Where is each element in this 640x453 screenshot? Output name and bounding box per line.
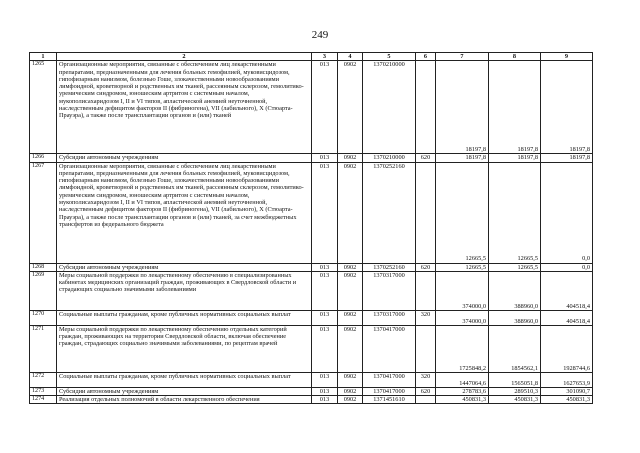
budget-table	[29, 52, 593, 404]
amount-year3-cell: 1627653,9	[541, 372, 593, 387]
admin-code-cell: 013	[312, 310, 338, 325]
amount-year2-cell: 12665,5	[489, 263, 541, 271]
item-name-cell: Социальные выплаты гражданам, кроме публичных нормативных социальных выплат	[57, 372, 312, 387]
section-code-cell: 0902	[338, 263, 363, 271]
section-code-cell: 0902	[338, 61, 363, 154]
admin-code-cell: 013	[312, 61, 338, 154]
target-article-cell: 1371451610	[363, 396, 416, 404]
admin-code-cell: 013	[312, 372, 338, 387]
amount-year3-cell: 18197,8	[541, 61, 593, 154]
item-name-cell: Субсидии автономным учреждениям	[57, 387, 312, 395]
table-row	[30, 162, 593, 263]
header-cell: 7	[436, 53, 489, 61]
section-code-cell: 0902	[338, 271, 363, 310]
row-number-cell: 1268	[30, 263, 57, 271]
target-article-cell: 1370210000	[363, 154, 416, 162]
expense-type-cell	[416, 271, 436, 310]
expense-type-cell: 320	[416, 372, 436, 387]
target-article-cell: 1370417000	[363, 387, 416, 395]
header-cell: 5	[363, 53, 416, 61]
table-header-row	[30, 53, 593, 61]
amount-year2-cell: 1854562,1	[489, 325, 541, 372]
table-row	[30, 387, 593, 395]
amount-year1-cell: 374000,0	[436, 310, 489, 325]
amount-year3-cell: 404518,4	[541, 271, 593, 310]
amount-year2-cell: 289510,3	[489, 387, 541, 395]
expense-type-cell: 620	[416, 154, 436, 162]
section-code-cell: 0902	[338, 154, 363, 162]
section-code-cell: 0902	[338, 162, 363, 263]
row-number-cell: 1265	[30, 61, 57, 154]
target-article-cell: 1370417000	[363, 325, 416, 372]
amount-year2-cell: 388960,0	[489, 271, 541, 310]
amount-year2-cell: 1565051,8	[489, 372, 541, 387]
table-row	[30, 310, 593, 325]
expense-type-cell	[416, 162, 436, 263]
header-cell: 6	[416, 53, 436, 61]
header-cell: 2	[57, 53, 312, 61]
admin-code-cell: 013	[312, 162, 338, 263]
target-article-cell: 1370252160	[363, 162, 416, 263]
table-row	[30, 154, 593, 162]
table-row	[30, 61, 593, 154]
amount-year3-cell: 0,0	[541, 162, 593, 263]
item-name-cell: Субсидии автономным учреждениям	[57, 263, 312, 271]
table-row	[30, 271, 593, 310]
header-cell: 8	[489, 53, 541, 61]
row-number-cell: 1266	[30, 154, 57, 162]
target-article-cell: 1370317000	[363, 310, 416, 325]
header-cell: 4	[338, 53, 363, 61]
amount-year1-cell: 18197,8	[436, 154, 489, 162]
table-row	[30, 372, 593, 387]
admin-code-cell: 013	[312, 325, 338, 372]
row-number-cell: 1267	[30, 162, 57, 263]
amount-year3-cell: 301090,7	[541, 387, 593, 395]
section-code-cell: 0902	[338, 372, 363, 387]
amount-year3-cell: 18197,8	[541, 154, 593, 162]
header-cell: 3	[312, 53, 338, 61]
amount-year3-cell: 1928744,6	[541, 325, 593, 372]
amount-year2-cell: 388960,0	[489, 310, 541, 325]
admin-code-cell: 013	[312, 271, 338, 310]
amount-year2-cell: 18197,8	[489, 61, 541, 154]
amount-year3-cell: 450831,3	[541, 396, 593, 404]
amount-year3-cell: 0,0	[541, 263, 593, 271]
section-code-cell: 0902	[338, 310, 363, 325]
amount-year3-cell: 404518,4	[541, 310, 593, 325]
admin-code-cell: 013	[312, 154, 338, 162]
item-name-cell: Меры социальной поддержки по лекарственному обеспечению в специализированных кабинетах медицинских организаций граждан, проживающих в Свердловской области и страдающих социально значимыми заболеваниями	[57, 271, 312, 310]
amount-year1-cell: 278783,6	[436, 387, 489, 395]
header-cell: 1	[30, 53, 57, 61]
amount-year1-cell: 12665,5	[436, 263, 489, 271]
row-number-cell: 1272	[30, 372, 57, 387]
table-row	[30, 396, 593, 404]
table-row	[30, 263, 593, 271]
section-code-cell: 0902	[338, 325, 363, 372]
section-code-cell: 0902	[338, 387, 363, 395]
row-number-cell: 1271	[30, 325, 57, 372]
section-code-cell: 0902	[338, 396, 363, 404]
item-name-cell: Организационные мероприятия, связанные с обеспечением лиц лекарственными препаратами, предназначенными для лечения больных гемофилией, муковисцидозом, гипофизарным нанизмом, болезнью Гоше, злокачественными новообразованиями лимфоидной, кроветворной и родственных им тканей, рассеянным склерозом, гемолитико-уремическим синдромом, юношеским артритом с системным началом, мукополисахаридозом I, II и VI типов, апластической анемией неуточненной, наследственным дефицитом факторов II (фибриногена), VII (лабильного), X (Стюарта-Прауэра), а также после трансплантации органов и (или) тканей	[57, 61, 312, 154]
admin-code-cell: 013	[312, 396, 338, 404]
amount-year1-cell: 374000,0	[436, 271, 489, 310]
item-name-cell: Реализация отдельных полномочий в области лекарственного обеспечения	[57, 396, 312, 404]
item-name-cell: Организационные мероприятия, связанные с обеспечением лиц лекарственными препаратами, предназначенными для лечения больных гемофилией, муковисцидозом, гипофизарным нанизмом, болезнью Гоше, злокачественными новообразованиями лимфоидной, кроветворной и родственных им тканей, рассеянным склерозом, гемолитико-уремическим синдромом, юношеским артритом с системным началом, мукополисахаридозом I, II и VI типов, апластической анемией неуточненной, наследственным дефицитом факторов II (фибриногена), VII (лабильного), X (Стюарта-Прауэра), а также после трансплантации органов и (или) тканей, за счет межбюджетных трансфертов из федерального бюджета	[57, 162, 312, 263]
item-name-cell: Меры социальной поддержки по лекарственному обеспечению отдельных категорий граждан, проживающих на территории Свердловской области, включая обеспечение граждан, страдающих социально значимыми заболеваниями, по рецептам врачей	[57, 325, 312, 372]
amount-year1-cell: 450831,3	[436, 396, 489, 404]
target-article-cell: 1370417000	[363, 372, 416, 387]
target-article-cell: 1370210000	[363, 61, 416, 154]
expense-type-cell: 620	[416, 263, 436, 271]
admin-code-cell: 013	[312, 387, 338, 395]
header-cell: 9	[541, 53, 593, 61]
row-number-cell: 1270	[30, 310, 57, 325]
page-number: 249	[311, 29, 329, 41]
amount-year2-cell: 12665,5	[489, 162, 541, 263]
expense-type-cell	[416, 61, 436, 154]
row-number-cell: 1274	[30, 396, 57, 404]
expense-type-cell: 320	[416, 310, 436, 325]
expense-type-cell	[416, 396, 436, 404]
expense-type-cell	[416, 325, 436, 372]
item-name-cell: Субсидии автономным учреждениям	[57, 154, 312, 162]
item-name-cell: Социальные выплаты гражданам, кроме публичных нормативных социальных выплат	[57, 310, 312, 325]
target-article-cell: 1370252160	[363, 263, 416, 271]
amount-year2-cell: 450831,3	[489, 396, 541, 404]
amount-year2-cell: 18197,8	[489, 154, 541, 162]
amount-year1-cell: 1725848,2	[436, 325, 489, 372]
admin-code-cell: 013	[312, 263, 338, 271]
row-number-cell: 1273	[30, 387, 57, 395]
row-number-cell: 1269	[30, 271, 57, 310]
target-article-cell: 1370317000	[363, 271, 416, 310]
amount-year1-cell: 12665,5	[436, 162, 489, 263]
amount-year1-cell: 18197,8	[436, 61, 489, 154]
amount-year1-cell: 1447064,6	[436, 372, 489, 387]
expense-type-cell: 620	[416, 387, 436, 395]
table-row	[30, 325, 593, 372]
